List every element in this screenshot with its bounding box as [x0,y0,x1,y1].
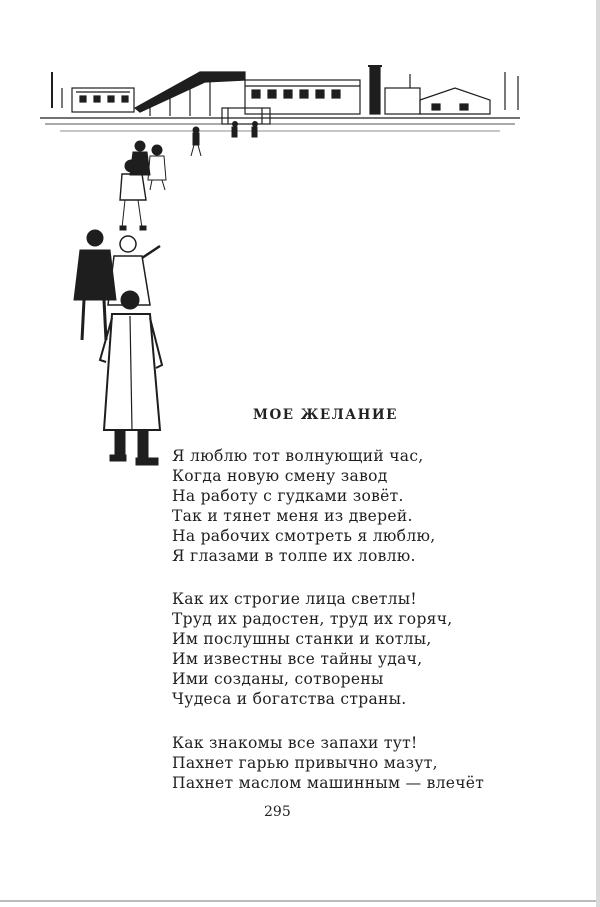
stanza-1 [172,446,435,566]
poem-line: Пахнет гарью привычно мазут, [172,754,438,772]
factory-skyline [40,66,520,131]
worker-figures [74,122,258,466]
poem-line: Пахнет маслом машинным — влечёт [172,774,485,792]
poem-line: Им известны все тайны удач, [172,650,423,668]
poem-line: На рабочих смотреть я люблю, [172,527,436,545]
page-bottom-edge [0,900,596,902]
poem-line: Когда новую смену завод [172,467,388,485]
poem-line: Как знакомы все запахи тут! [172,734,418,752]
poem-line: Ими созданы, сотворены [172,670,384,688]
poem-line: Я люблю тот волнующий час, [172,447,424,465]
poem-title: МОЕ ЖЕЛАНИЕ [253,407,398,423]
poem-line: Как их строгие лица светлы! [172,590,417,608]
poem-line: Им послушны станки и котлы, [172,630,432,648]
stanza-3 [172,733,484,793]
page-number: 295 [264,804,291,820]
poem-line: Я глазами в толпе их ловлю. [172,547,416,565]
poem-line: На работу с гудками зовёт. [172,487,404,505]
poem-line: Труд их радостен, труд их горяч, [172,610,453,628]
stanza-2 [172,589,453,709]
poem-line: Чудеса и богатства страны. [172,690,407,708]
poem-line: Так и тянет меня из дверей. [172,507,413,525]
